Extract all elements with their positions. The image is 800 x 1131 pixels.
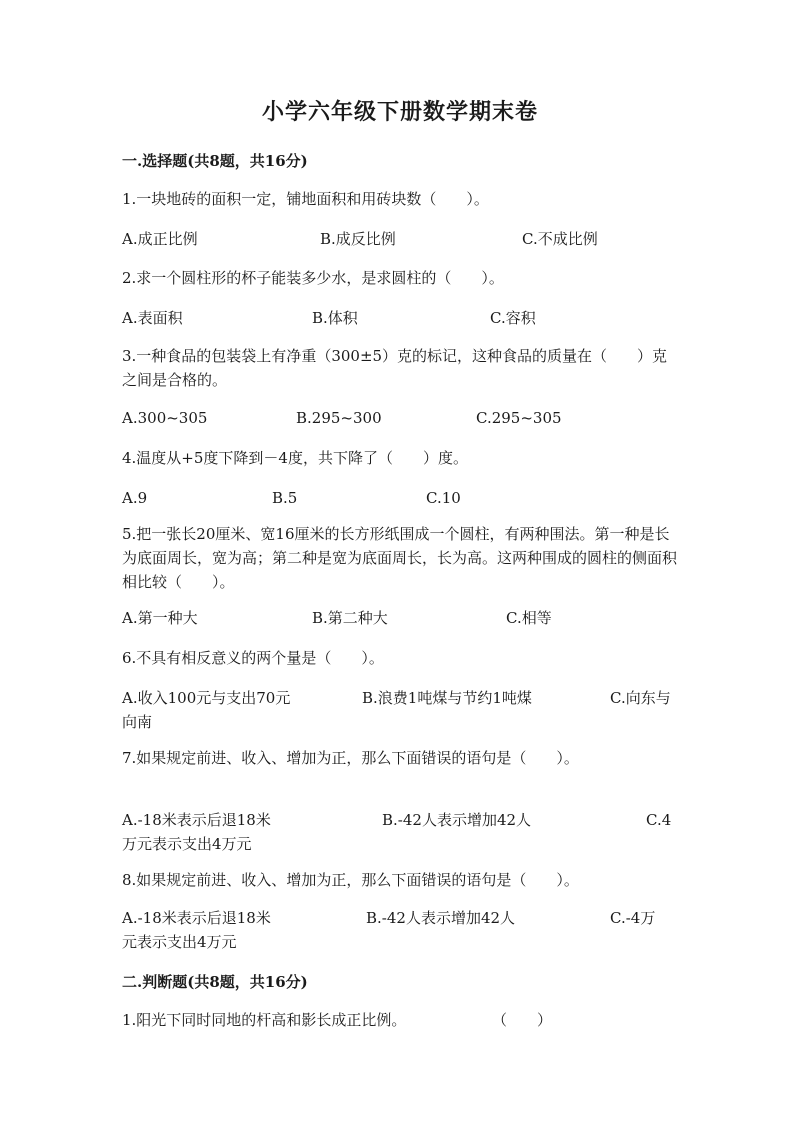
option-b[interactable]: B.-42人表示增加42人 xyxy=(366,909,516,927)
page-title: 小学六年级下册数学期末卷 xyxy=(261,99,538,125)
answer-paren[interactable]: （ ） xyxy=(492,1011,553,1029)
option-b[interactable]: B.体积 xyxy=(312,309,358,327)
option-c[interactable]: C.向东与 xyxy=(610,689,671,707)
option-c[interactable]: C.容积 xyxy=(490,309,536,327)
option-c[interactable]: C.相等 xyxy=(506,609,552,627)
question-5: 5.把一张长20厘米、宽16厘米的长方形纸围成一个圆柱，有两种围法。第一种是长为底面周长，宽为高；第二种是宽为底面周长，长为高。这两种围成的圆柱的侧面积相比较（ ）。 xyxy=(122,525,678,591)
option-c[interactable]: C.-4万 xyxy=(610,909,656,927)
section-heading-choice: 一.选择题(共8题，共16分) xyxy=(122,152,308,170)
options-question-6 xyxy=(122,686,682,734)
question-1: 1.一块地砖的面积一定，铺地面积和用砖块数（ ）。 xyxy=(122,190,489,208)
option-a[interactable]: A.300~305 xyxy=(122,409,208,427)
option-a[interactable]: A.-18米表示后退18米 xyxy=(122,811,271,829)
option-a[interactable]: A.9 xyxy=(122,489,148,507)
question-4: 4.温度从+5度下降到－4度，共下降了（ ）度。 xyxy=(122,449,468,467)
question-3: 3.一种食品的包装袋上有净重（300±5）克的标记，这种食品的质量在（ ）克之间是合格的。 xyxy=(122,347,668,389)
option-b[interactable]: B.5 xyxy=(272,489,298,507)
option-c[interactable]: C.295~305 xyxy=(476,409,562,427)
question-8: 8.如果规定前进、收入、增加为正，那么下面错误的语句是（ ）。 xyxy=(122,871,579,889)
option-a[interactable]: A.收入100元与支出70元 xyxy=(122,689,291,707)
option-a[interactable]: A.表面积 xyxy=(122,309,183,327)
judgement-question-1: 1.阳光下同时同地的杆高和影长成正比例。 xyxy=(122,1011,407,1029)
question-7: 7.如果规定前进、收入、增加为正，那么下面错误的语句是（ ）。 xyxy=(122,749,579,767)
option-a[interactable]: A.-18米表示后退18米 xyxy=(122,909,271,927)
section-heading-judgement: 二.判断题(共8题，共16分) xyxy=(122,973,308,991)
option-b[interactable]: B.成反比例 xyxy=(320,230,396,248)
question-2: 2.求一个圆柱形的杯子能装多少水，是求圆柱的（ ）。 xyxy=(122,269,504,287)
option-b[interactable]: B.-42人表示增加42人 xyxy=(382,811,532,829)
question-6: 6.不具有相反意义的两个量是（ ）。 xyxy=(122,649,384,667)
option-c-continued: 向南 xyxy=(122,713,153,731)
option-b[interactable]: B.第二种大 xyxy=(312,609,388,627)
option-c-continued: 元表示支出4万元 xyxy=(122,933,237,951)
option-b[interactable]: B.295~300 xyxy=(296,409,382,427)
option-c[interactable]: C.4 xyxy=(646,811,672,829)
option-a[interactable]: A.成正比例 xyxy=(122,230,198,248)
option-b[interactable]: B.浪费1吨煤与节约1吨煤 xyxy=(362,689,532,707)
option-c[interactable]: C.不成比例 xyxy=(522,230,598,248)
options-question-8 xyxy=(122,906,682,954)
option-c-continued: 万元表示支出4万元 xyxy=(122,835,252,853)
option-a[interactable]: A.第一种大 xyxy=(122,609,198,627)
options-question-7 xyxy=(122,808,682,856)
option-c[interactable]: C.10 xyxy=(426,489,461,507)
